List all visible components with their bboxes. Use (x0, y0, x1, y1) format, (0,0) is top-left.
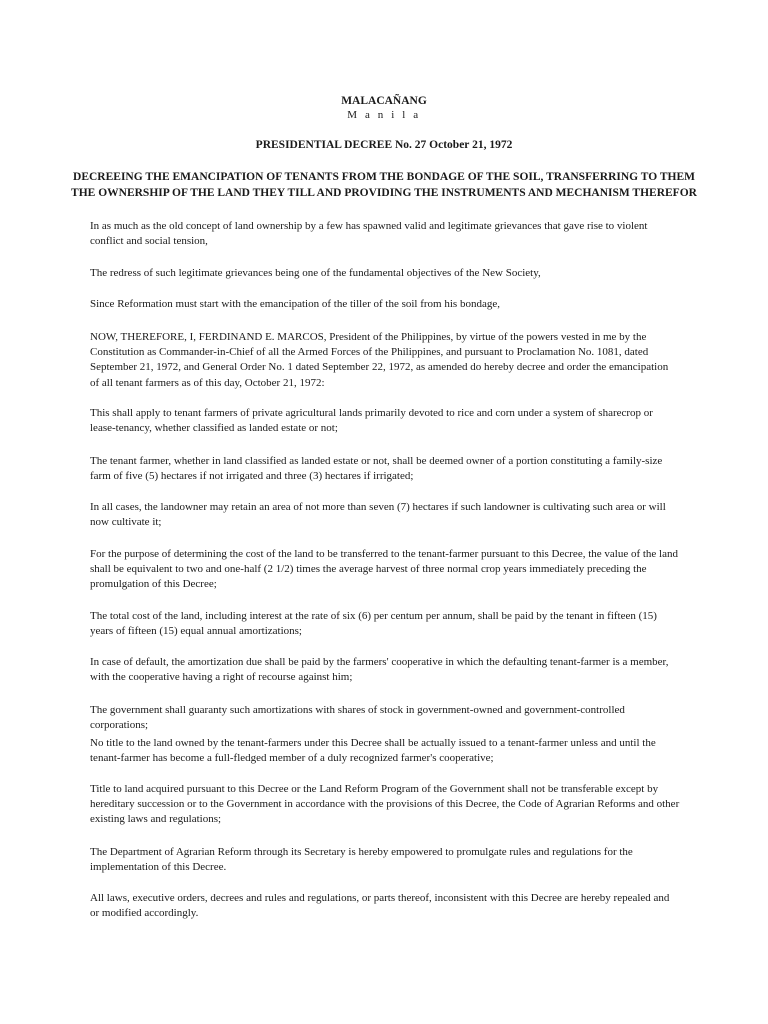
paragraph-preamble-1: In as much as the old concept of land ownership by a few has spawned valid and legitimate grievances that gave rise to violent conflict and social tension, (90, 220, 648, 248)
paragraph-land-cost: For the purpose of determining the cost of the land to be transferred to the tenant-farmer pursuant to this Decree, the value of the land shall be equivalent to two and one-half (2 1/2) times the average harvest of three normal crop years immediately preceding the promulgation of this Decree; (90, 548, 678, 591)
paragraph-guaranty: The government shall guaranty such amortizations with shares of stock in government-owned and government-controlled corporations; (90, 704, 625, 732)
paragraph-payment-terms: The total cost of the land, including interest at the rate of six (6) per centum per annum, shall be paid by the tenant in fifteen (15) years of fifteen (15) equal annual amortizations; (90, 610, 657, 638)
paragraph-transferability: Title to land acquired pursuant to this Decree or the Land Reform Program of the Government shall not be transferable except by hereditary succession or to the Government in accordance with the provisions of this Decree, the Code of Agrarian Reforms and other existing laws and regulations; (90, 783, 680, 826)
paragraph-family-size-farm: The tenant farmer, whether in land classified as landed estate or not, shall be deemed owner of a portion constituting a family-size farm of five (5) hectares if not irrigated and three (3) hectares if irrigated; (90, 455, 663, 483)
paragraph-default: In case of default, the amortization due shall be paid by the farmers' cooperative in which the defaulting tenant-farmer is a member, with the cooperative having a right of recourse against him; (90, 656, 669, 684)
paragraph-repealing-clause: All laws, executive orders, decrees and rules and regulations, or parts thereof, inconsistent with this Decree are hereby repealed and or modified accordingly. (90, 892, 670, 920)
office-heading: MALACAÑANG (341, 95, 427, 107)
decree-subject-line-2: THE OWNERSHIP OF THE LAND THEY TILL AND PROVIDING THE INSTRUMENTS AND MECHANISM THEREFOR (71, 187, 697, 199)
paragraph-landowner-retention: In all cases, the landowner may retain an area of not more than seven (7) hectares if such landowner is cultivating such area or will now cultivate it; (90, 501, 666, 529)
paragraph-title-issuance: No title to the land owned by the tenant-farmers under this Decree shall be actually issued to a tenant-farmer unless and until the tenant-farmer has become a full-fledged member of a duly recognized farmer's cooperative; (90, 737, 656, 765)
paragraph-preamble-2: The redress of such legitimate grievances being one of the fundamental objectives of the New Society, (90, 267, 541, 279)
paragraph-scope: This shall apply to tenant farmers of private agricultural lands primarily devoted to rice and corn under a system of sharecrop or lease-tenancy, whether classified as landed estate or not; (90, 407, 653, 435)
paragraph-enacting-clause: NOW, THEREFORE, I, FERDINAND E. MARCOS, President of the Philippines, by virtue of the powers vested in me by the Constitution as Commander-in-Chief of all the Armed Forces of the Philippines, and pursuant to Proclamation No. 1081, dated September 21, 1972, and General Order No. 1 dated September 22, 1972, as amended do hereby decree and order the emancipation of all tenant farmers as of this day, October 21, 1972: (90, 331, 669, 389)
decree-subject-line-1: DECREEING THE EMANCIPATION OF TENANTS FROM THE BONDAGE OF THE SOIL, TRANSFERRING TO THEM (73, 171, 695, 183)
paragraph-rules-and-regulations: The Department of Agrarian Reform through its Secretary is hereby empowered to promulgate rules and regulations for the implementation of this Decree. (90, 846, 633, 874)
city-subheading: M a n i l a (347, 109, 421, 121)
paragraph-preamble-3: Since Reformation must start with the emancipation of the tiller of the soil from his bondage, (90, 298, 500, 310)
decree-title: PRESIDENTIAL DECREE No. 27 October 21, 1972 (255, 139, 513, 151)
